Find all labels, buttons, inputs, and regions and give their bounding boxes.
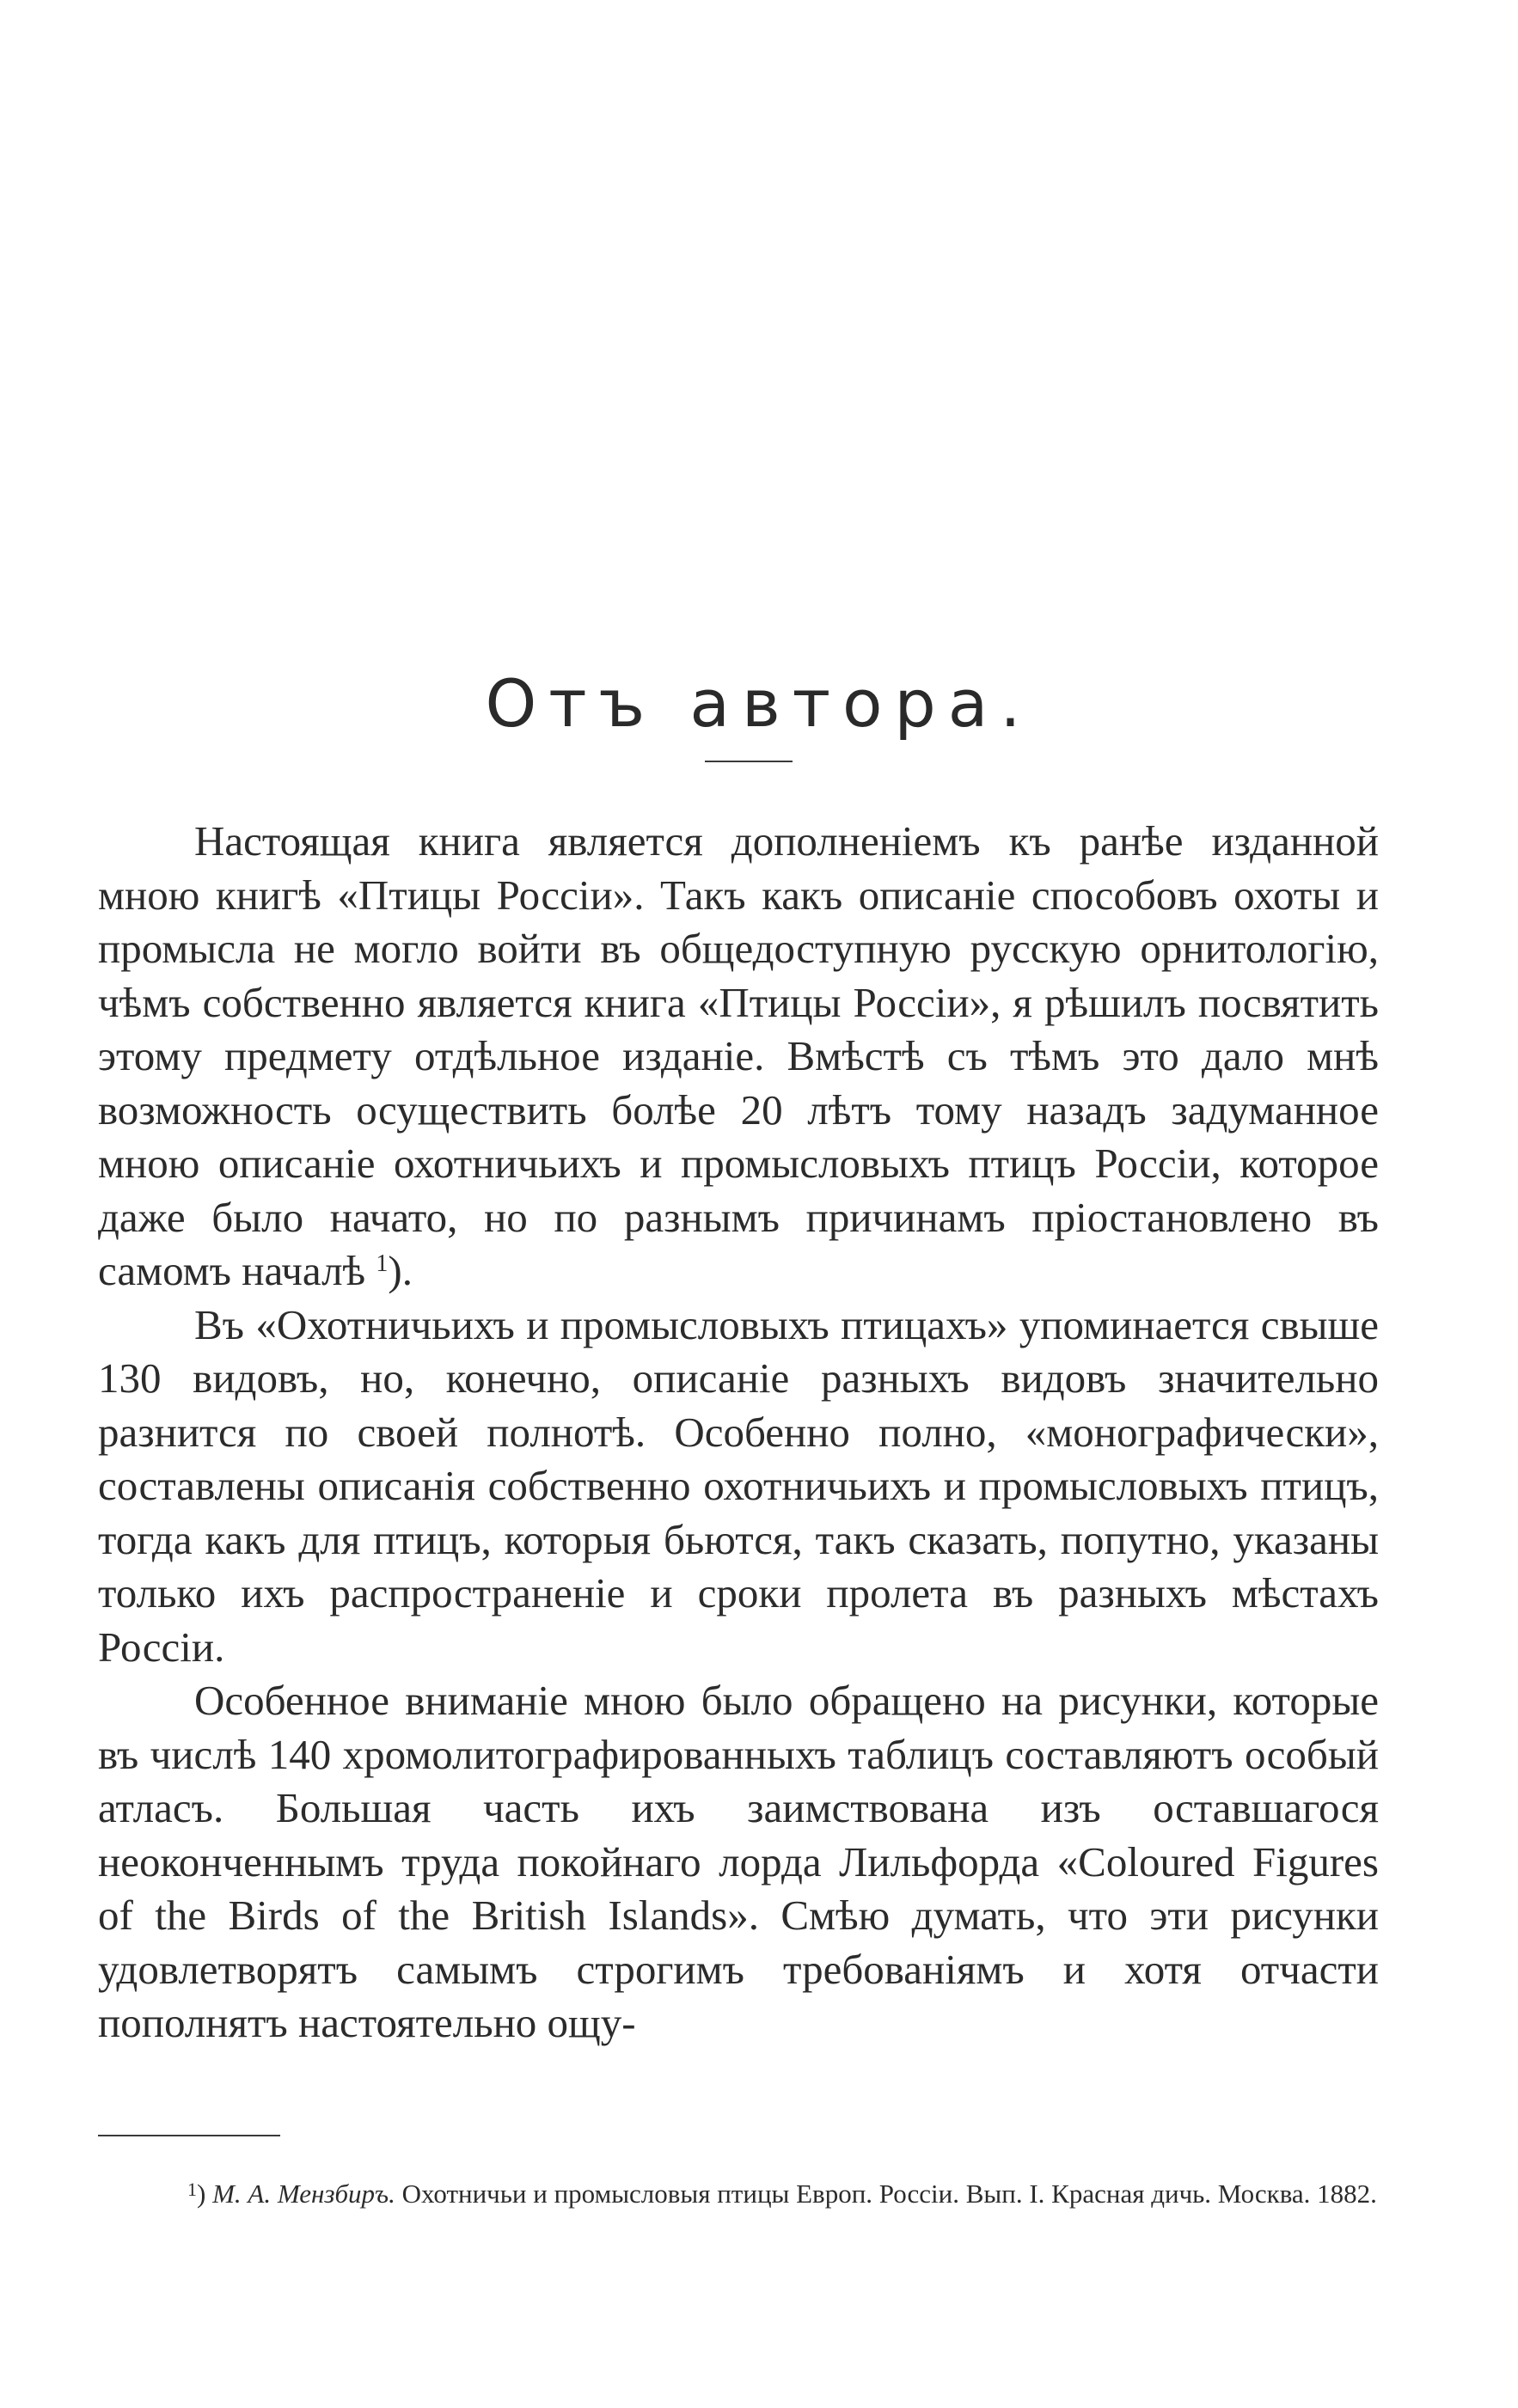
footnote-mark: 1 [187, 2179, 197, 2200]
paragraph-1 [98, 815, 1379, 1299]
body-text [98, 815, 1379, 2050]
footnote-text: Охотничьи и промысловыя птицы Европ. Россіи. Вып. I. Красная дичь. Москва. 1882. [401, 2179, 1377, 2209]
paragraph-3: Особенное вниманіе мною было обращено на рисунки, которые въ числѣ 140 хромолитографированныхъ таблицъ составляютъ особый атласъ. Большая часть ихъ заимствована изъ оставшагося неоконченнымъ труда покойнаго лорда Лильфорда «Coloured Figures of the Birds of the British Islands». Смѣю думать, что эти рисунки удовлетворятъ самымъ строгимъ требованіямъ и хотя отчасти пополнятъ настоятельно ощу- [98, 1677, 1379, 2046]
footnote-paren: ) [197, 2179, 206, 2209]
paragraph-1-text: Настоящая книга является дополненіемъ къ ранѣе изданной мною книгѣ «Птицы Россіи». Такъ какъ описаніе способовъ охоты и промысла не могло войти въ общедоступную русскую орнитологію, чѣмъ собственно является книга «Птицы Россіи», я рѣшилъ посвятить этому предмету отдѣльное изданіе. Вмѣстѣ съ тѣмъ это дало мнѣ возможность осуществить болѣе 20 лѣтъ тому назадъ задуманное мною описаніе охотничьихъ и промысловыхъ птицъ Россіи, которое даже было начато, но по разнымъ причинамъ пріостановлено въ самомъ началѣ [98, 817, 1379, 1294]
page-title: Отъ автора. [485, 664, 1033, 742]
footnote-author: М. А. Мензбиръ. [212, 2179, 395, 2209]
footnote-divider [98, 2135, 280, 2136]
paragraph-1-tail: ). [388, 1247, 413, 1294]
footnote-reference: 1 [376, 1250, 389, 1277]
title-divider [705, 761, 793, 762]
paragraph-2: Въ «Охотничьихъ и промысловыхъ птицахъ» упоминается свыше 130 видовъ, но, конечно, описаніе разныхъ видовъ значительно разнится по своей полнотѣ. Особенно полно, «монографически», составлены описанія собственно охотничьихъ и промысловыхъ птицъ, тогда какъ для птицъ, которыя бьются, такъ сказать, попутно, указаны только ихъ распространеніе и сроки пролета въ разныхъ мѣстахъ Россіи. [98, 1300, 1379, 1671]
footnote [98, 2173, 1379, 2215]
